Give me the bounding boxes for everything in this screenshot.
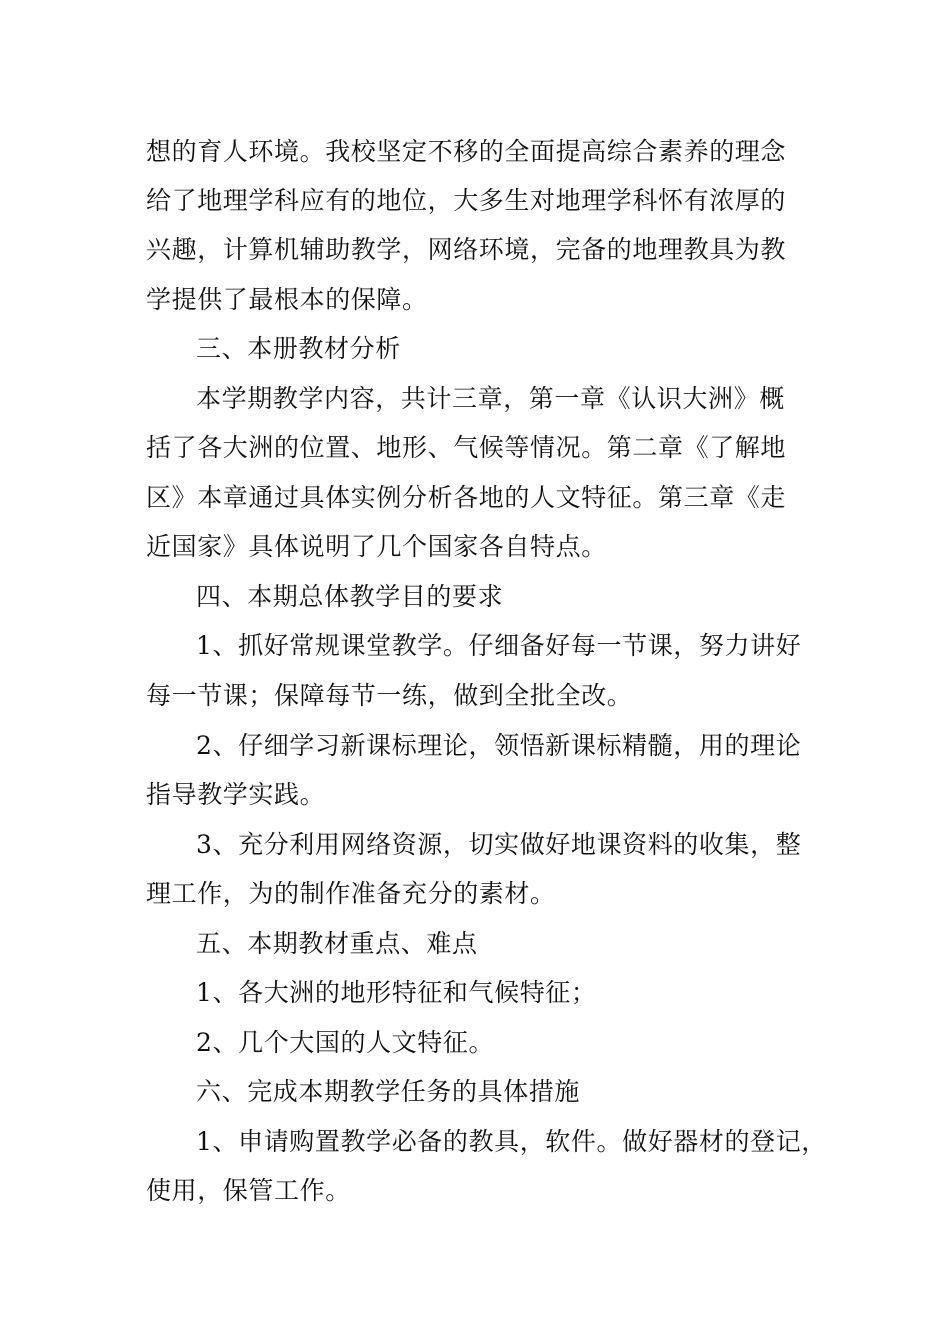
text-line: 给了地理学科应有的地位，大多生对地理学科怀有浓厚的 [146, 186, 787, 215]
text-line: 2、几个大国的人文特征。 [196, 1028, 495, 1057]
text-line: 兴趣，计算机辅助教学，网络环境，完备的地理教具为教 [146, 235, 787, 264]
section-heading: 四、本期总体教学目的要求 [196, 582, 504, 611]
text-line: 想的育人环境。我校坚定不移的全面提高综合素养的理念 [146, 137, 787, 166]
text-line: 2、仔细学习新课标理论，领悟新课标精髓，用的理论 [196, 731, 802, 760]
section-heading: 五、本期教材重点、难点 [196, 929, 478, 958]
text-line: 指导教学实践。 [146, 780, 326, 809]
text-line: 每一节课；保障每节一练，做到全批全改。 [146, 681, 633, 710]
text-line: 括了各大洲的位置、地形、气候等情况。第二章《了解地 [146, 433, 787, 462]
text-line: 学提供了最根本的保障。 [146, 285, 428, 314]
text-line: 理工作，为的制作准备充分的素材。 [146, 879, 556, 908]
text-line: 1、各大洲的地形特征和气候特征； [196, 978, 597, 1007]
section-heading: 六、完成本期教学任务的具体措施 [196, 1077, 581, 1106]
section-heading: 三、本册教材分析 [196, 334, 401, 363]
text-line: 3、充分利用网络资源，切实做好地课资料的收集，整 [196, 830, 802, 859]
text-line: 使用，保管工作。 [146, 1176, 351, 1205]
text-line: 近国家》具体说明了几个国家各自特点。 [146, 532, 607, 561]
text-line: 1、抓好常规课堂教学。仔细备好每一节课，努力讲好 [196, 631, 802, 660]
text-line: 区》本章通过具体实例分析各地的人文特征。第三章《走 [146, 483, 787, 512]
text-line: 1、申请购置教学必备的教具，软件。做好器材的登记， [196, 1127, 827, 1156]
text-line: 本学期教学内容，共计三章，第一章《认识大洲》概 [196, 384, 785, 413]
